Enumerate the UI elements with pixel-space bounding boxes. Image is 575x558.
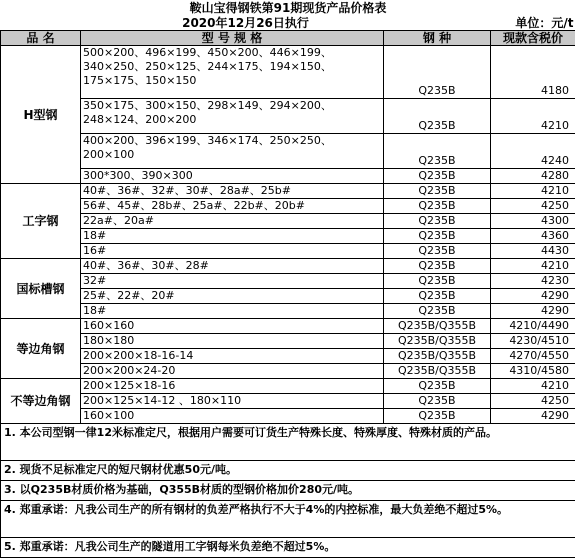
spec-cell: 18# (81, 304, 384, 319)
grade-cell: Q235B (384, 184, 491, 199)
page-title: 鞍山宝得钢铁第91期现货产品价格表 (1, 0, 575, 15)
grade-cell: Q235B (384, 304, 491, 319)
spec-cell: 350×175、300×150、298×149、294×200、248×124、200×200 (81, 99, 384, 134)
price-cell: 4270/4550 (491, 349, 575, 364)
header-spec: 型 号 规 格 (81, 31, 384, 46)
price-cell: 4310/4580 (491, 364, 575, 379)
category-cell: 国标槽钢 (1, 259, 81, 319)
spec-cell: 200×200×24-20 (81, 364, 384, 379)
price-cell: 4250 (491, 394, 575, 409)
price-cell: 4180 (491, 46, 575, 99)
price-cell: 4210 (491, 379, 575, 394)
header-category: 品 名 (1, 31, 81, 46)
price-cell: 4290 (491, 409, 575, 424)
table-row (1, 134, 575, 169)
table-row (1, 394, 575, 409)
table-row (1, 99, 575, 134)
header-price: 现款含税价 (491, 31, 575, 46)
spec-cell: 160×100 (81, 409, 384, 424)
price-cell: 4290 (491, 289, 575, 304)
spec-cell: 40#、36#、32#、30#、28a#、25b# (81, 184, 384, 199)
note-text: 3. 以Q235B材质价格为基础，Q355B材质的型钢价格加价280元/吨。 (1, 481, 575, 501)
price-cell: 4250 (491, 199, 575, 214)
spec-cell: 32# (81, 274, 384, 289)
spec-cell: 22a#、20a# (81, 214, 384, 229)
spec-cell: 40#、36#、30#、28# (81, 259, 384, 274)
table-row (1, 274, 575, 289)
grade-cell: Q235B/Q355B (384, 364, 491, 379)
grade-cell: Q235B (384, 379, 491, 394)
price-cell: 4210/4490 (491, 319, 575, 334)
spec-cell: 25#、22#、20# (81, 289, 384, 304)
table-row (1, 349, 575, 364)
table-row (1, 379, 575, 394)
grade-cell: Q235B (384, 289, 491, 304)
grade-cell: Q235B (384, 244, 491, 259)
spec-cell: 300*300、390×300 (81, 169, 384, 184)
table-row (1, 364, 575, 379)
grade-cell: Q235B (384, 274, 491, 289)
spec-cell: 56#、45#、28b#、25a#、22b#、20b# (81, 199, 384, 214)
note-text: 5. 郑重承诺：凡我公司生产的隧道用工字钢每米负差绝不超过5%。 (1, 538, 575, 558)
spec-cell: 200×125×14-12 、180×110 (81, 394, 384, 409)
table-row (1, 304, 575, 319)
category-cell: 等边角钢 (1, 319, 81, 379)
note-row (1, 538, 575, 558)
grade-cell: Q235B/Q355B (384, 319, 491, 334)
spec-cell: 200×200×18-16-14 (81, 349, 384, 364)
spec-cell: 180×180 (81, 334, 384, 349)
price-cell: 4430 (491, 244, 575, 259)
spec-cell: 400×200、396×199、346×174、250×250、200×100 (81, 134, 384, 169)
price-cell: 4230 (491, 274, 575, 289)
note-row (1, 424, 575, 461)
grade-cell: Q235B (384, 199, 491, 214)
price-cell: 4210 (491, 99, 575, 134)
grade-cell: Q235B (384, 259, 491, 274)
note-text: 1. 本公司型钢一律12米标准定尺，根据用户需要可订货生产特殊长度、特殊厚度、特殊材质的产品。 (1, 424, 575, 461)
table-row (1, 319, 575, 334)
price-cell: 4210 (491, 184, 575, 199)
grade-cell: Q235B (384, 394, 491, 409)
table-row (1, 184, 575, 199)
grade-cell: Q235B (384, 229, 491, 244)
grade-cell: Q235B (384, 46, 491, 99)
table-row (1, 214, 575, 229)
grade-cell: Q235B (384, 99, 491, 134)
note-row (1, 481, 575, 501)
table-row (1, 334, 575, 349)
table-row (1, 199, 575, 214)
table-row (1, 46, 575, 99)
price-cell: 4300 (491, 214, 575, 229)
grade-cell: Q235B (384, 409, 491, 424)
effective-date: 2020年12月26日执行 (1, 15, 491, 31)
table-row (1, 169, 575, 184)
grade-cell: Q235B/Q355B (384, 349, 491, 364)
grade-cell: Q235B (384, 134, 491, 169)
price-cell: 4280 (491, 169, 575, 184)
category-cell: 工字钢 (1, 184, 81, 259)
note-text: 4. 郑重承诺：凡我公司生产的所有钢材的负差严格执行不大于4%的内控标准，最大负差绝不超过5%。 (1, 501, 575, 538)
table-row (1, 244, 575, 259)
table-row (1, 259, 575, 274)
grade-cell: Q235B (384, 214, 491, 229)
note-text: 2. 现货不足标准定尺的短尺钢材优惠50元/吨。 (1, 461, 575, 481)
grade-cell: Q235B/Q355B (384, 334, 491, 349)
grade-cell: Q235B (384, 169, 491, 184)
spec-cell: 16# (81, 244, 384, 259)
table-row (1, 229, 575, 244)
note-row (1, 461, 575, 481)
unit-label: 单位：元/t (491, 15, 575, 31)
table-row (1, 289, 575, 304)
spec-cell: 160×160 (81, 319, 384, 334)
spec-cell: 200×125×18-16 (81, 379, 384, 394)
price-cell: 4240 (491, 134, 575, 169)
header-grade: 钢 种 (384, 31, 491, 46)
price-cell: 4230/4510 (491, 334, 575, 349)
price-cell: 4360 (491, 229, 575, 244)
price-cell: 4210 (491, 259, 575, 274)
note-row (1, 501, 575, 538)
table-row (1, 409, 575, 424)
category-cell: H型钢 (1, 46, 81, 184)
price-cell: 4290 (491, 304, 575, 319)
category-cell: 不等边角钢 (1, 379, 81, 424)
spec-cell: 18# (81, 229, 384, 244)
spec-cell: 500×200、496×199、450×200、446×199、340×250、250×125、244×175、194×150、175×175、150×150 (81, 46, 384, 99)
